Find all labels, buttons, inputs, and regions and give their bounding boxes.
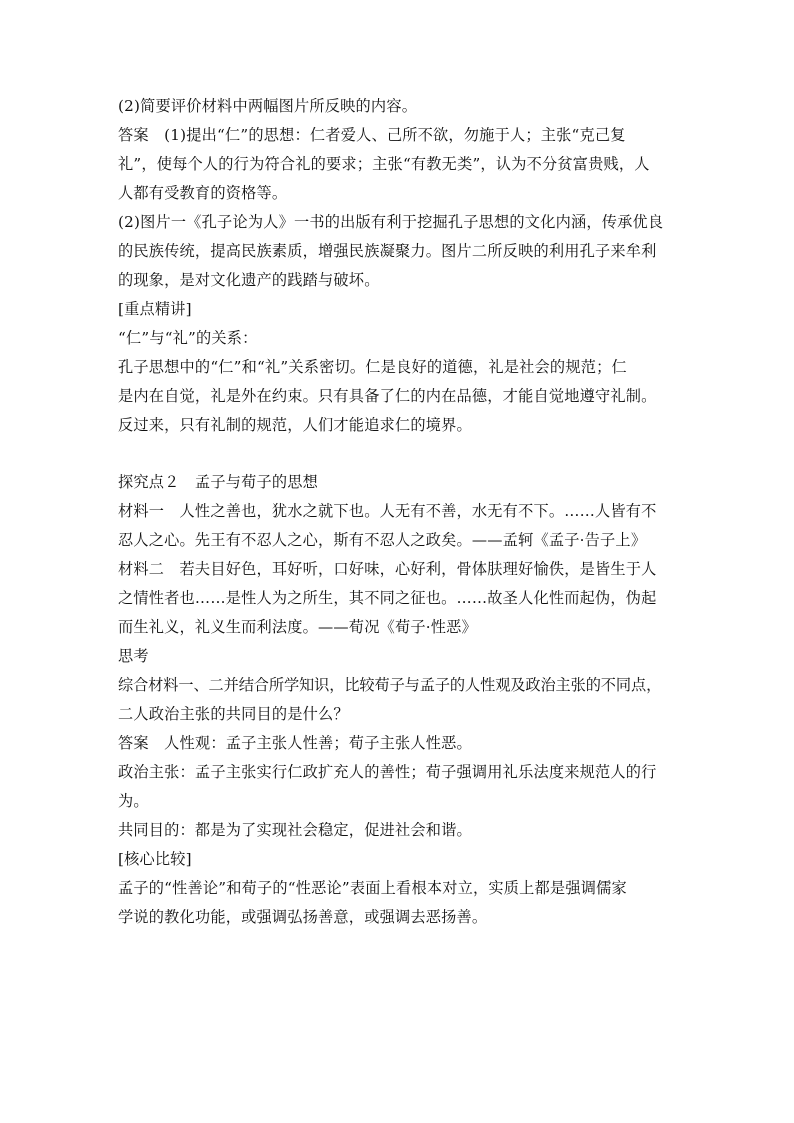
answer-1-line-2: 礼”，使每个人的行为符合礼的要求；主张“有教无类”，认为不分贫富贵贱，人 bbox=[118, 155, 650, 173]
material-2-line-2: 之情性者也……是性人为之所生，其不同之征也。……故圣人化性而起伪，伪起 bbox=[118, 589, 657, 607]
comparison-line-1: 孟子的“性善论”和荀子的“性恶论”表面上看根本对立，实质上都是强调儒家 bbox=[118, 879, 627, 897]
answer-2-line-1: (2)图片一《孔子论为人》一书的出版有利于挖掘孔子思想的文化内涵，传承优良 bbox=[118, 213, 664, 231]
answer-2-line-3: 的现象，是对文化遗产的践踏与破坏。 bbox=[118, 271, 380, 289]
answer-politics-line-2: 为。 bbox=[118, 792, 149, 810]
material-1-line-2: 忍人之心。先王有不忍人之心，斯有不忍人之政矣。——孟轲《孟子·告子上》 bbox=[118, 531, 647, 549]
thinking-question-line-2: 二人政治主张的共同目的是什么？ bbox=[118, 705, 349, 723]
ren-li-relation-title: “仁”与“礼”的关系： bbox=[118, 329, 258, 347]
answer-human-nature: 答案 人性观：孟子主张人性善；荀子主张人性恶。 bbox=[118, 734, 472, 752]
answer-politics-line-1: 政治主张：孟子主张实行仁政扩充人的善性；荀子强调用礼乐法度来规范人的行 bbox=[118, 763, 657, 781]
comparison-line-2: 学说的教化功能，或强调弘扬善意，或强调去恶扬善。 bbox=[118, 908, 488, 926]
material-2-line-3: 而生礼义，礼义生而利法度。——荀况《荀子·性恶》 bbox=[118, 618, 477, 636]
question-2-prompt: (2)简要评价材料中两幅图片所反映的内容。 bbox=[118, 97, 418, 115]
exploration-point-2-title: 探究点２ 孟子与荀子的思想 bbox=[118, 473, 319, 491]
ren-li-paragraph-line-1: 孔子思想中的“仁”和“礼”关系密切。仁是良好的道德，礼是社会的规范；仁 bbox=[118, 358, 627, 376]
paragraph-spacer bbox=[118, 440, 684, 468]
section-heading-key-points: [重点精讲] bbox=[118, 300, 192, 318]
ren-li-paragraph-line-2: 是内在自觉，礼是外在约束。只有具备了仁的内在品德，才能自觉地遵守礼制。 bbox=[118, 387, 657, 405]
answer-common-goal: 共同目的：都是为了实现社会稳定，促进社会和谐。 bbox=[118, 821, 472, 839]
thinking-question-line-1: 综合材料一、二并结合所学知识，比较荀子与孟子的人性观及政治主张的不同点， bbox=[118, 676, 662, 694]
document-body bbox=[118, 92, 684, 932]
answer-1-line-3: 人都有受教育的资格等。 bbox=[118, 184, 288, 202]
ren-li-paragraph-line-3: 反过来，只有礼制的规范，人们才能追求仁的境界。 bbox=[118, 416, 472, 434]
thinking-label: 思考 bbox=[118, 647, 149, 665]
material-2-line-1: 材料二 若夫目好色，耳好听，口好味，心好利，骨体肤理好愉佚，是皆生于人 bbox=[118, 560, 657, 578]
material-1-line-1: 材料一 人性之善也，犹水之就下也。人无有不善，水无有不下。……人皆有不 bbox=[118, 502, 657, 520]
answer-1-line-1: 答案 (1)提出“仁”的思想：仁者爱人、己所不欲，勿施于人；主张“克己复 bbox=[118, 126, 626, 144]
answer-2-line-2: 的民族传统，提高民族素质，增强民族凝聚力。图片二所反映的利用孔子来牟利 bbox=[118, 242, 657, 260]
section-heading-core-comparison: [核心比较] bbox=[118, 850, 192, 868]
